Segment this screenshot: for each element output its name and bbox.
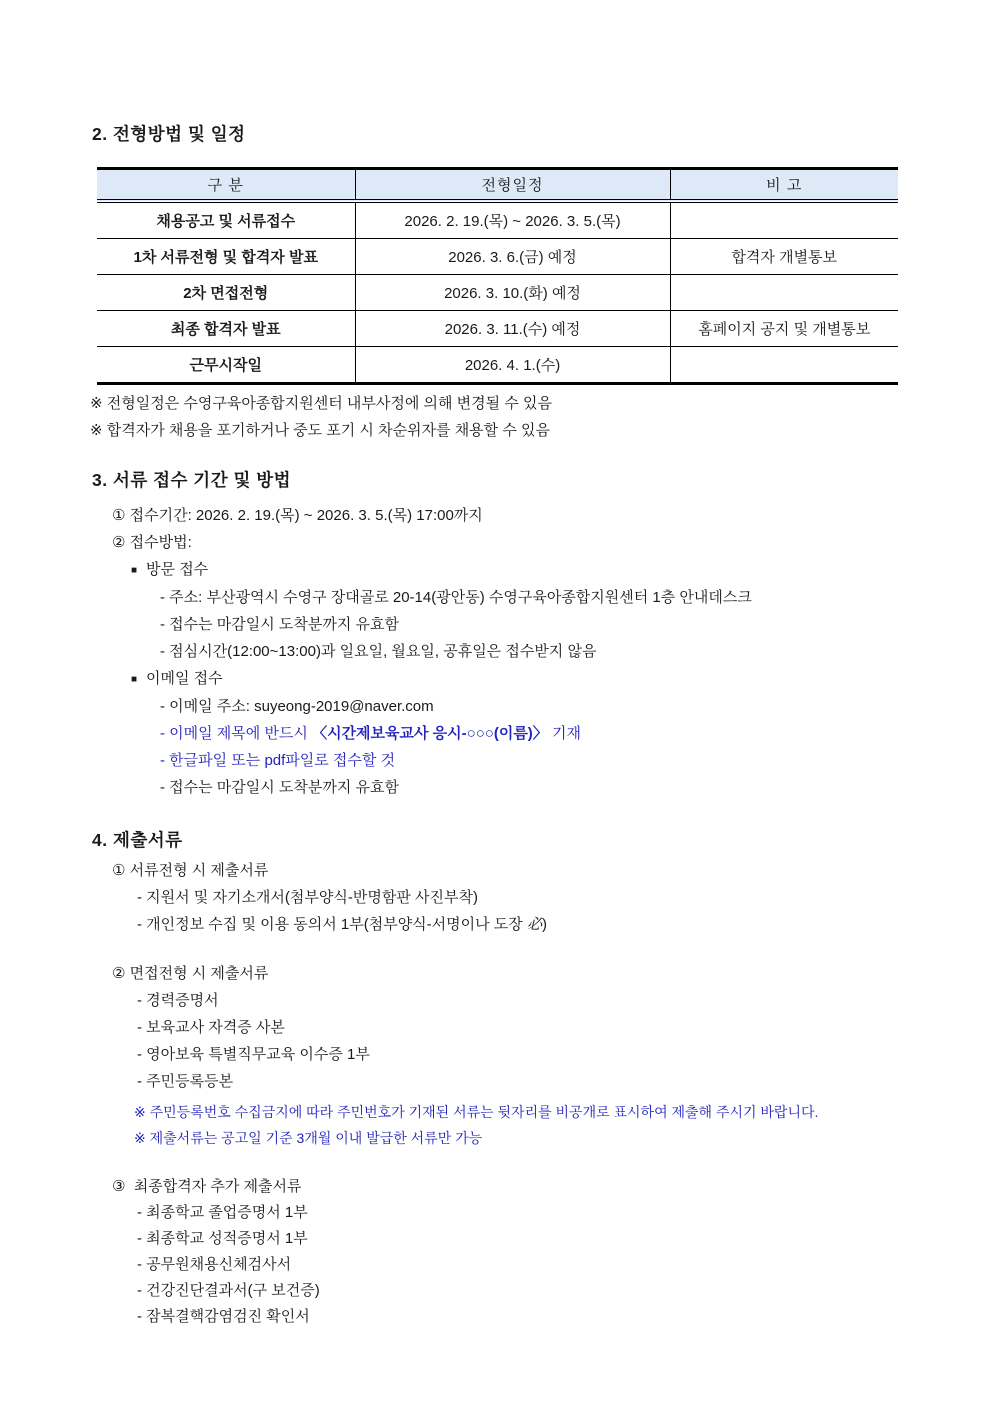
- header-note: 비 고: [670, 169, 898, 202]
- reception-method: ② 접수방법:: [112, 534, 192, 551]
- email-file-format: - 한글파일 또는 pdf파일로 접수할 것: [160, 752, 396, 769]
- email-reception-label: 이메일 접수: [146, 670, 223, 687]
- table-row: [97, 239, 898, 275]
- cell-note: 홈페이지 공지 및 개별통보: [670, 311, 898, 347]
- schedule-note-1: ※ 전형일정은 수영구육아종합지원센터 내부사정에 의해 변경될 수 있음: [90, 395, 552, 412]
- header-schedule: 전형일정: [355, 169, 670, 202]
- cell-note: [670, 275, 898, 311]
- docs-issue-date-note: ※ 제출서류는 공고일 기준 3개월 이내 발급한 서류만 가능: [134, 1130, 483, 1146]
- docs-privacy-note: ※ 주민등록번호 수집금지에 따라 주민번호가 기재된 서류는 뒷자리를 비공개로 표시하여 제출해 주시기 바랍니다.: [134, 1104, 819, 1120]
- schedule-note-2: ※ 합격자가 채용을 포기하거나 중도 포기 시 차순위자를 채용할 수 있음: [90, 422, 550, 439]
- table-row: [97, 311, 898, 347]
- table-header-row: [97, 169, 898, 202]
- consent-item-text: - 개인정보 수집 및 이용 동의서 1부(첨부양식-서명이나 도장: [137, 916, 527, 933]
- visit-reception-item: [131, 556, 992, 584]
- visit-address: - 주소: 부산광역시 수영구 장대골로 20-14(광안동) 수영구육아종합지원센터 1층 안내데스크: [160, 589, 752, 606]
- email-subject-prefix: - 이메일 제목에 반드시: [160, 725, 313, 742]
- cell-schedule: 2026. 2. 19.(목) ~ 2026. 3. 5.(목): [355, 201, 670, 239]
- docs-screening-label: ① 서류전형 시 제출서류: [112, 862, 269, 879]
- table-row: [97, 201, 898, 239]
- docs-final-item-4: - 건강진단결과서(구 보건증): [137, 1282, 320, 1299]
- cell-note: [670, 201, 898, 239]
- visit-reception-label: 방문 접수: [146, 561, 209, 578]
- cell-category: 근무시작일: [189, 357, 262, 374]
- email-subject-suffix: 기재: [547, 725, 581, 742]
- bullet-square-icon: ■: [131, 674, 138, 685]
- email-reception-item: [131, 665, 992, 693]
- cell-category: 최종 합격자 발표: [97, 311, 355, 347]
- docs-final-item-2: - 최종학교 성적증명서 1부: [137, 1230, 308, 1247]
- section-3-title: 3. 서류 접수 기간 및 방법: [92, 470, 292, 490]
- required-hanja: 必: [526, 917, 542, 933]
- docs-interview-label: ② 면접전형 시 제출서류: [112, 965, 269, 982]
- cell-category: 채용공고 및 서류접수: [97, 201, 355, 239]
- header-category: 구 분: [97, 169, 355, 202]
- cell-category: 1차 서류전형 및 합격자 발표: [97, 239, 355, 275]
- docs-final-item-3: - 공무원채용신체검사서: [137, 1256, 292, 1273]
- email-deadline: - 접수는 마감일시 도착분까지 유효함: [160, 779, 400, 796]
- docs-interview-item-3: - 영아보육 특별직무교육 이수증 1부: [137, 1046, 370, 1063]
- cell-schedule: 2026. 4. 1.(수): [355, 347, 670, 384]
- reception-period: ① 접수기간: 2026. 2. 19.(목) ~ 2026. 3. 5.(목) 17:00까지: [112, 507, 483, 524]
- cell-note: 합격자 개별통보: [670, 239, 898, 275]
- cell-schedule: 2026. 3. 11.(수) 예정: [355, 311, 670, 347]
- schedule-table: [97, 167, 898, 385]
- cell-schedule: 2026. 3. 10.(화) 예정: [355, 275, 670, 311]
- email-address: - 이메일 주소: suyeong-2019@naver.com: [160, 698, 434, 715]
- docs-screening-item-1: - 지원서 및 자기소개서(첨부양식-반명함판 사진부착): [137, 889, 478, 906]
- cell-schedule: 2026. 3. 6.(금) 예정: [355, 239, 670, 275]
- docs-screening-item-2: [137, 911, 992, 939]
- email-subject-rule: [160, 720, 992, 747]
- visit-deadline: - 접수는 마감일시 도착분까지 유효함: [160, 616, 400, 633]
- table-row: [97, 275, 898, 311]
- docs-final-item-5: - 잠복결핵감염검진 확인서: [137, 1308, 310, 1325]
- docs-interview-item-2: - 보육교사 자격증 사본: [137, 1019, 285, 1036]
- docs-final-item-1: - 최종학교 졸업증명서 1부: [137, 1204, 308, 1221]
- bullet-square-icon: ■: [131, 565, 138, 576]
- docs-interview-item-4: - 주민등록등본: [137, 1073, 234, 1090]
- cell-category: 2차 면접전형: [97, 275, 355, 311]
- section-2-title: 2. 전형방법 및 일정: [92, 124, 246, 144]
- docs-interview-item-1: - 경력증명서: [137, 992, 219, 1009]
- visit-lunch-hours: - 점심시간(12:00~13:00)과 일요일, 월요일, 공휴일은 접수받지 않음: [160, 643, 597, 660]
- email-subject-format: 〈시간제보육교사 응시-○○○(이름)〉: [312, 725, 548, 742]
- docs-final-label: ③ 최종합격자 추가 제출서류: [112, 1178, 302, 1195]
- cell-note: [670, 347, 898, 384]
- consent-item-close: ): [541, 916, 547, 933]
- table-row: [97, 347, 898, 384]
- section-4-title: 4. 제출서류: [92, 830, 183, 850]
